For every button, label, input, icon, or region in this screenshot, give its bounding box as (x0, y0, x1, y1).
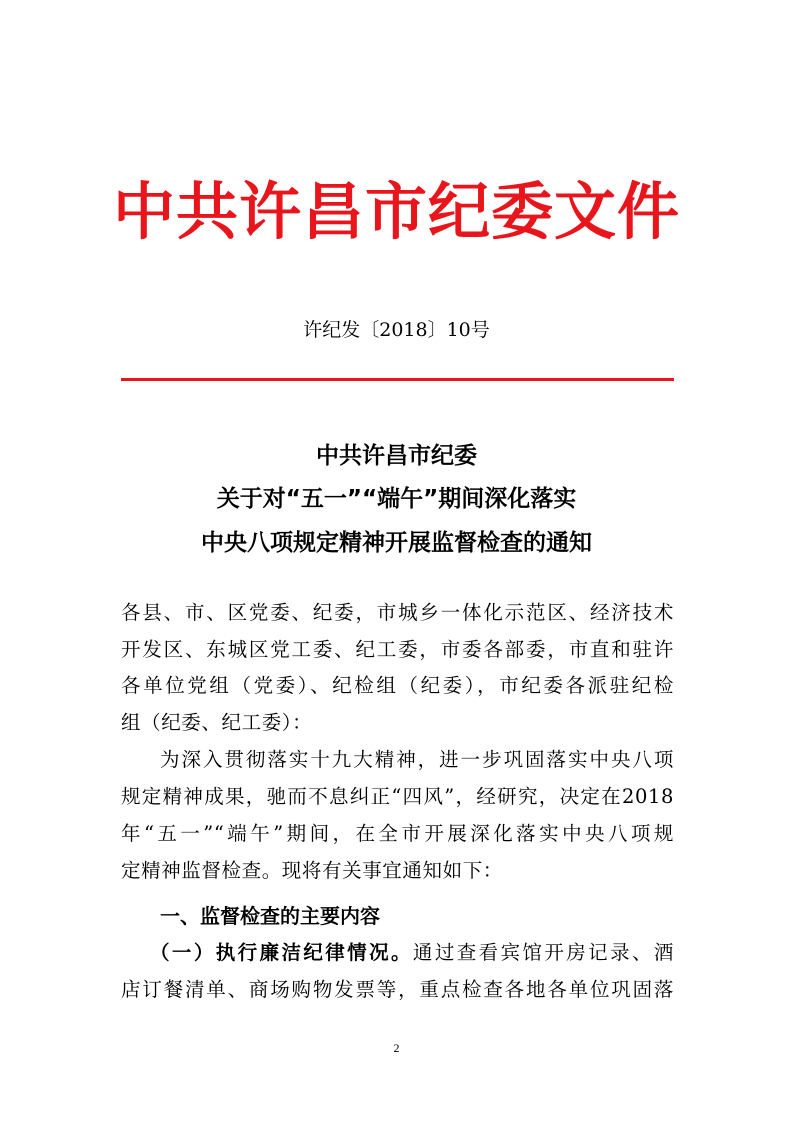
notice-title-line-2: 关于对“五一”“端午”期间深化落实 (216, 486, 577, 512)
notice-title-line-1: 中共许昌市纪委 (316, 443, 477, 469)
notice-title-line-3: 中央八项规定精神开展监督检查的通知 (201, 530, 592, 556)
item-1-line-2: 店订餐清单、商场购物发票等，重点检查各地各单位巩固落 (121, 978, 674, 1001)
red-divider-rule (121, 378, 674, 381)
page-number: 2 (393, 1041, 400, 1055)
document-number: 许纪发〔2018〕10号 (303, 319, 490, 341)
recipients-line-3: 各单位党组（党委）、纪检组（纪委），市纪委各派驻纪检 (121, 674, 674, 697)
recipients-line-1: 各县、市、区党委、纪委，市城乡一体化示范区、经济技术 (121, 601, 674, 624)
intro-line-1: 为深入贯彻落实十九大精神，进一步巩固落实中央八项 (160, 748, 674, 771)
agency-document-title: 中共许昌市纪委文件 (112, 175, 680, 248)
intro-line-3: 年“五一”“端午”期间，在全市开展深化落实中央八项规 (121, 822, 674, 845)
recipients-line-2: 开发区、东城区党工委、纪工委，市委各部委，市直和驻许 (121, 638, 674, 661)
intro-line-4: 定精神监督检查。现将有关事宜通知如下： (121, 859, 503, 882)
intro-line-2: 规定精神成果，驰而不息纠正“四风”，经研究，决定在2018 (121, 785, 674, 808)
item-1-text-1: 通过查看宾馆开房记录、酒 (412, 941, 674, 964)
section-heading-1: 一、监督检查的主要内容 (160, 904, 380, 928)
item-1-lead: （一）执行廉洁纪律情况。 (150, 941, 413, 964)
item-1-line-1 (150, 939, 674, 967)
recipients-line-4: 组（纪委、纪工委）： (121, 711, 313, 734)
